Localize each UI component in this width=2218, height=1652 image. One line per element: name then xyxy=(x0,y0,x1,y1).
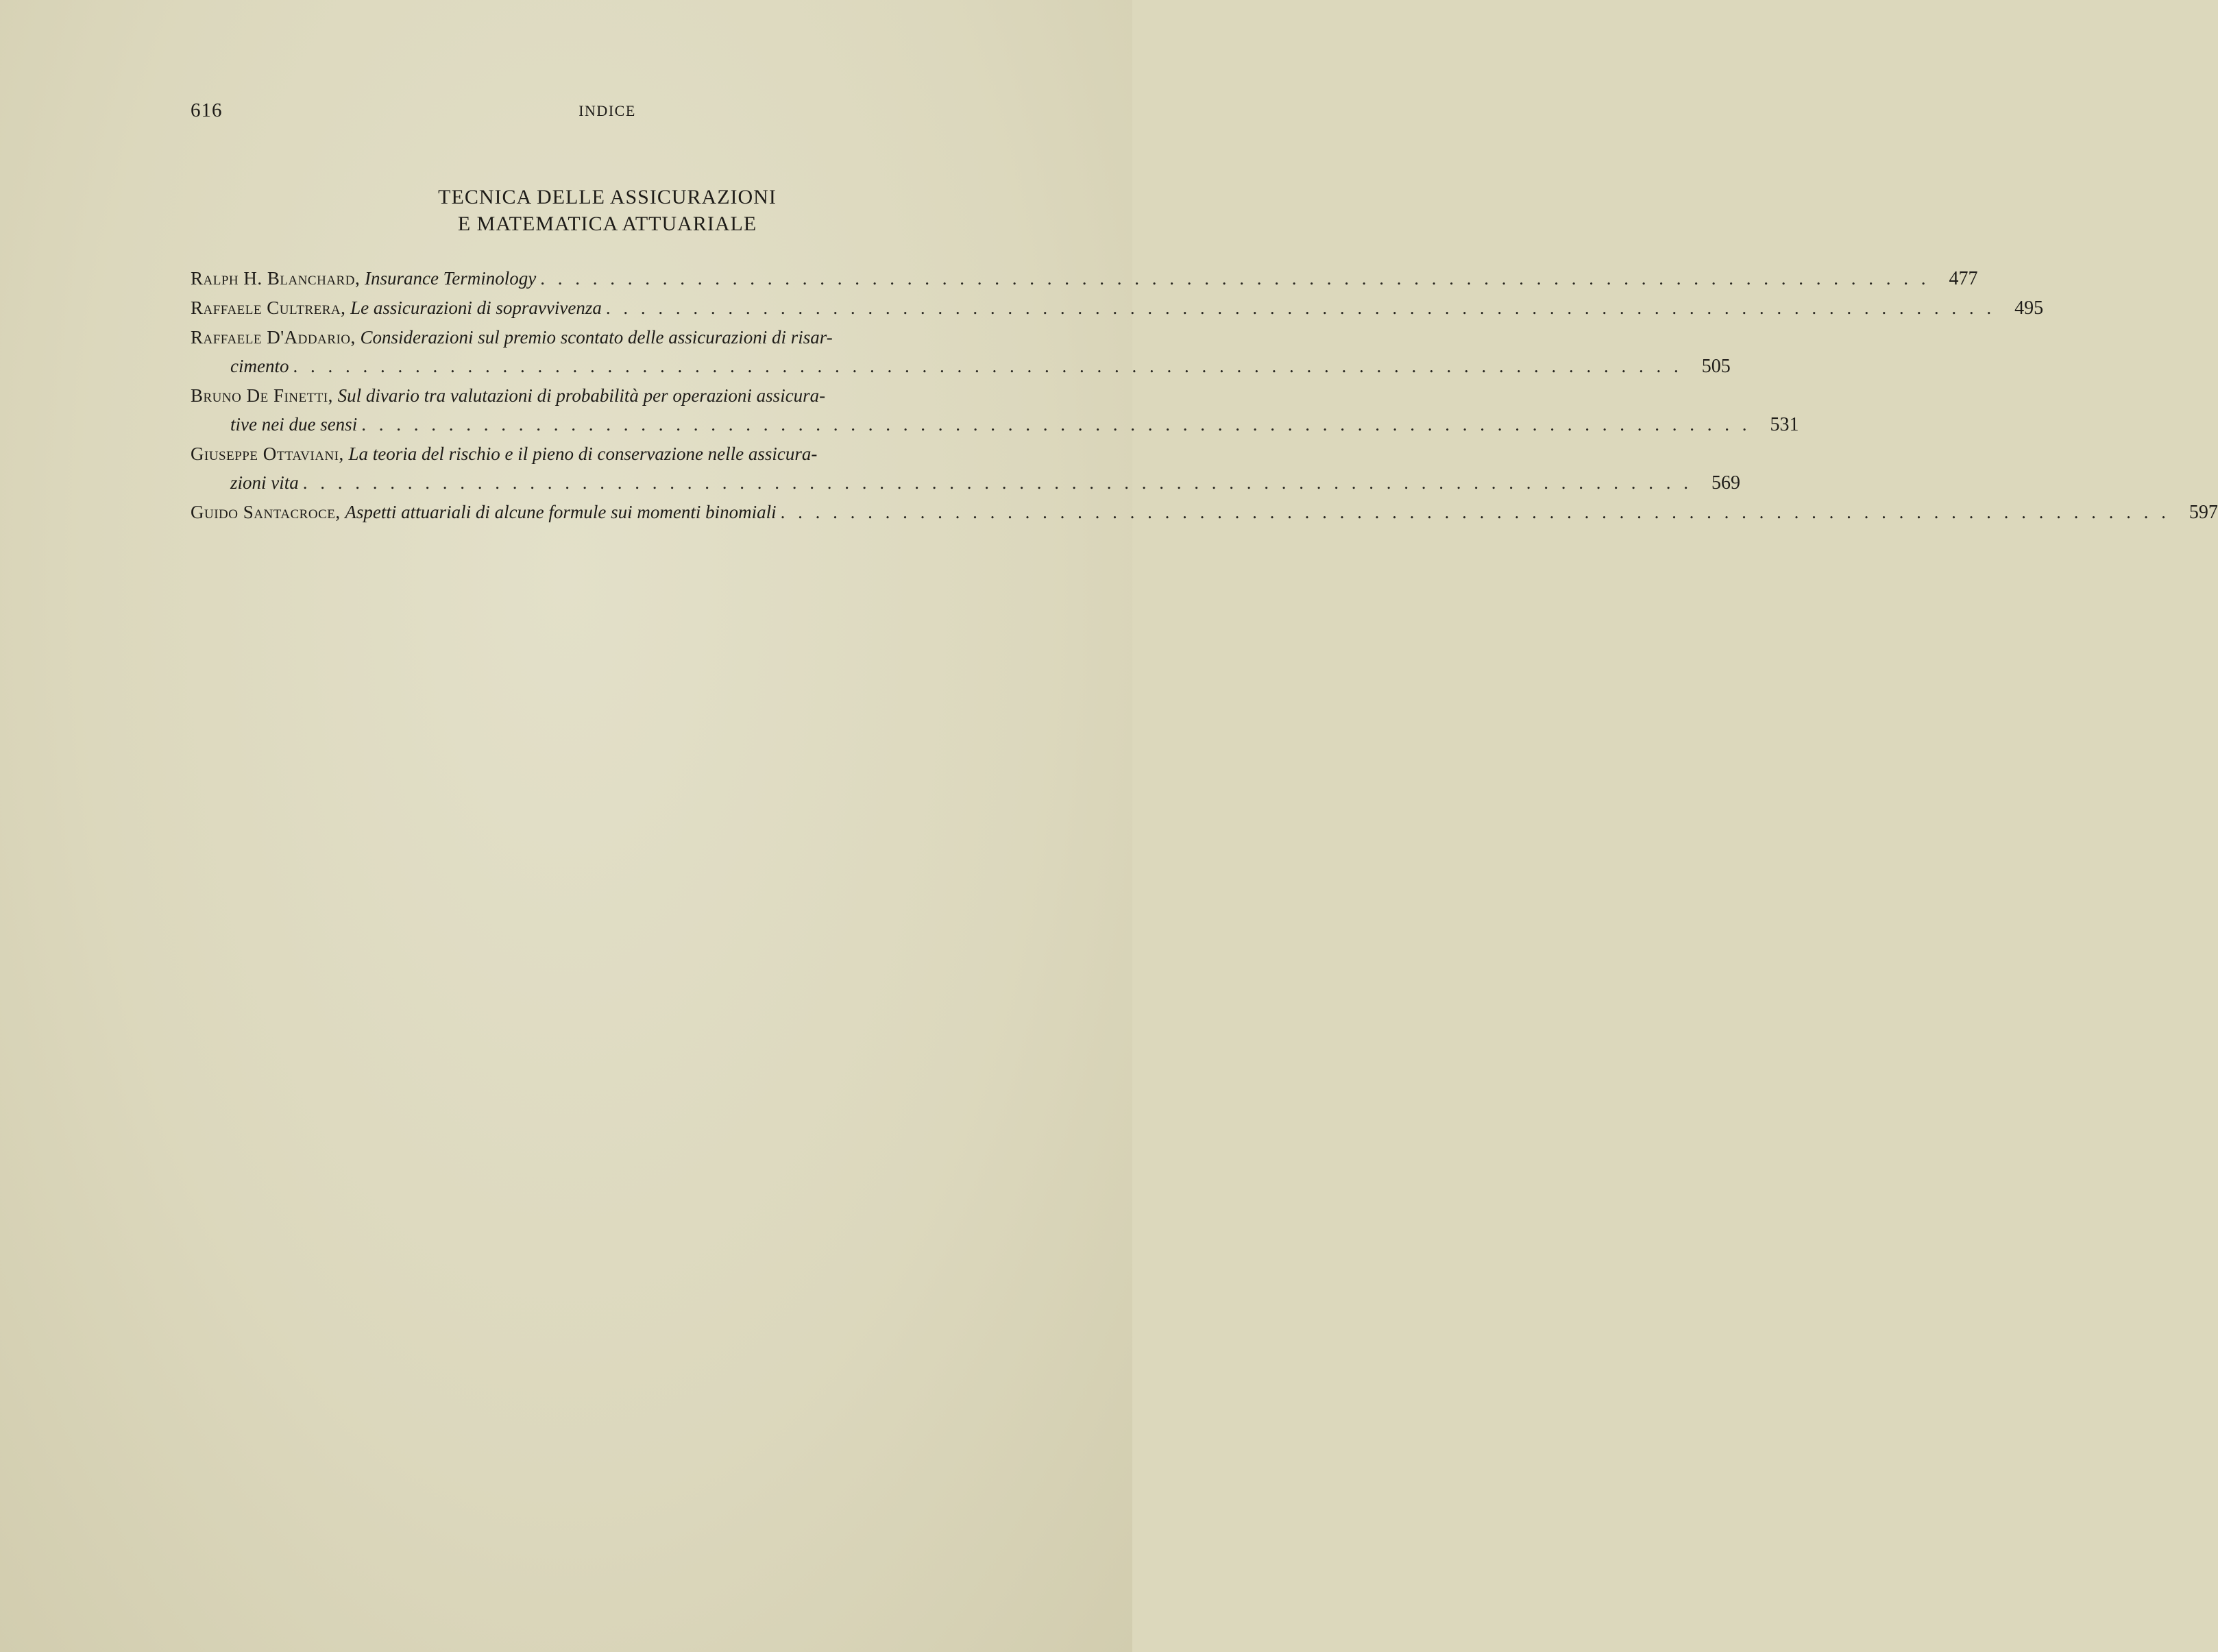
section-heading-line-1: TECNICA DELLE ASSICURAZIONI xyxy=(438,186,777,208)
dot-leader xyxy=(299,468,1692,497)
entry-author: Raffaele Cultrera, xyxy=(191,297,346,318)
dot-leader xyxy=(357,410,1751,439)
entry-author: Raffaele D'Addario, xyxy=(191,327,356,348)
table-of-contents xyxy=(191,264,2218,527)
entry-title: Considerazioni sul premio scontato delle assicurazioni di risar- xyxy=(360,327,833,348)
entry-page-number: 569 xyxy=(1711,472,1740,494)
section-heading xyxy=(191,184,1010,237)
entry-title: Le assicurazioni di sopravvivenza xyxy=(350,297,602,318)
dot-leader xyxy=(602,293,1995,322)
entry-author: Giuseppe Ottaviani, xyxy=(191,444,344,464)
entry-title: Sul divario tra valutazioni di probabilità per operazioni assicura- xyxy=(337,385,826,406)
dot-leader xyxy=(536,264,1929,293)
page-number: 616 xyxy=(191,99,223,121)
entry-page-number: 495 xyxy=(2014,297,2044,319)
entry-title-continuation: tive nei due sensi xyxy=(230,414,358,435)
entry-page-number: 531 xyxy=(1770,414,1799,435)
entry-title: Insurance Terminology xyxy=(364,268,537,289)
dot-leader xyxy=(777,498,2170,526)
entry-page-number: 597 xyxy=(2189,502,2218,523)
toc-entry xyxy=(191,381,1799,439)
dot-leader xyxy=(289,352,1682,380)
entry-author: Bruno De Finetti, xyxy=(191,385,333,406)
section-heading-line-2: E MATEMATICA ATTUARIALE xyxy=(457,212,757,235)
entry-author: Ralph H. Blanchard, xyxy=(191,268,361,289)
entry-page-number: 505 xyxy=(1701,356,1731,377)
entry-title: La teoria del rischio e il pieno di conservazione nelle assicura- xyxy=(348,444,818,464)
entry-page-number: 477 xyxy=(1949,268,1978,289)
toc-entry xyxy=(191,264,1978,293)
toc-entry xyxy=(191,498,2218,527)
entry-title-continuation: cimento xyxy=(230,356,289,376)
entry-title: Aspetti attuariali di alcune formule sui momenti binomiali xyxy=(345,502,777,522)
entry-title-continuation: zioni vita xyxy=(230,472,299,493)
running-header xyxy=(191,99,1010,127)
running-title: INDICE xyxy=(578,102,636,119)
toc-entry xyxy=(191,323,1731,381)
entry-author: Guido Santacroce, xyxy=(191,502,341,522)
toc-entry xyxy=(191,293,2044,323)
toc-entry xyxy=(191,439,1740,498)
